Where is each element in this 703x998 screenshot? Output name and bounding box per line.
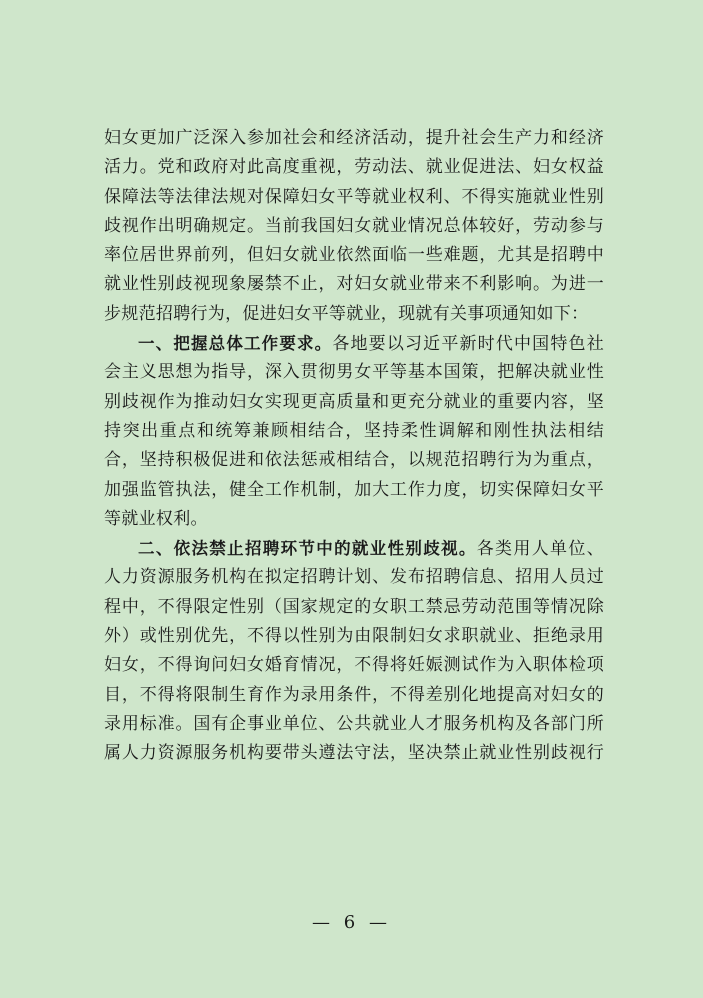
paragraph-line: 持突出重点和统筹兼顾相结合，坚持柔性调解和刚性执法相结 [104,420,604,441]
body-text [104,124,604,769]
paragraph-line: 妇女更加广泛深入参加社会和经济活动，提升社会生产力和经济 [104,128,604,148]
paragraph-line: 录用标准。国有企事业单位、公共就业人才服务机构及各部门所 [104,713,604,734]
paragraph-line: 外）或性别优先，不得以性别为由限制妇女求职就业、拒绝录用 [104,626,604,647]
paragraph-line: 合，坚持积极促进和依法惩戒相结合，以规范招聘行为为重点， [104,450,604,471]
paragraph-line: 加强监管执法，健全工作机制，加大工作力度，切实保障妇女平 [104,479,604,500]
paragraph-line: 别歧视作为推动妇女实现更高质量和更充分就业的重要内容，坚 [104,391,604,412]
paragraph-line: 等就业权利。 [104,508,208,529]
paragraph-line: 会主义思想为指导，深入贯彻男女平等基本国策，把解决就业性 [104,362,604,383]
paragraph-line: 歧视作出明确规定。当前我国妇女就业情况总体较好，劳动参与 [104,215,604,236]
section-2-first-line [104,534,604,563]
paragraph-line: 率位居世界前列，但妇女就业依然面临一些难题，尤其是招聘中 [104,245,604,266]
section-1-heading: 一、把握总体工作要求。 [138,334,333,354]
paragraph-line: 程中，不得限定性别（国家规定的女职工禁忌劳动范围等情况除 [104,596,604,617]
paragraph-line: 就业性别歧视现象屡禁不止，对妇女就业带来不利影响。为进一 [104,274,604,295]
section-1-first-line [104,329,604,358]
paragraph-line: 步规范招聘行为，促进妇女平等就业，现就有关事项通知如下： [104,303,589,324]
section-2-heading: 二、依法禁止招聘环节中的就业性别歧视。 [138,539,477,559]
section-1-first-line-text: 各地要以习近平新时代中国特色社 [332,334,604,355]
paragraph-line: 活力。党和政府对此高度重视，劳动法、就业促进法、妇女权益 [104,157,604,178]
paragraph-line: 属人力资源服务机构要带头遵法守法，坚决禁止就业性别歧视行 [104,743,604,764]
section-2-first-line-text: 各类用人单位、 [476,539,604,560]
paragraph-line: 人力资源服务机构在拟定招聘计划、发布招聘信息、招用人员过 [104,567,604,588]
page-number: — 6 — [312,912,391,933]
paragraph-line: 保障法等法律法规对保障妇女平等就业权利、不得实施就业性别 [104,186,604,207]
paragraph-line: 目，不得将限制生育作为录用条件，不得差别化地提高对妇女的 [104,684,604,705]
paragraph-line: 妇女，不得询问妇女婚育情况，不得将妊娠测试作为入职体检项 [104,655,604,676]
